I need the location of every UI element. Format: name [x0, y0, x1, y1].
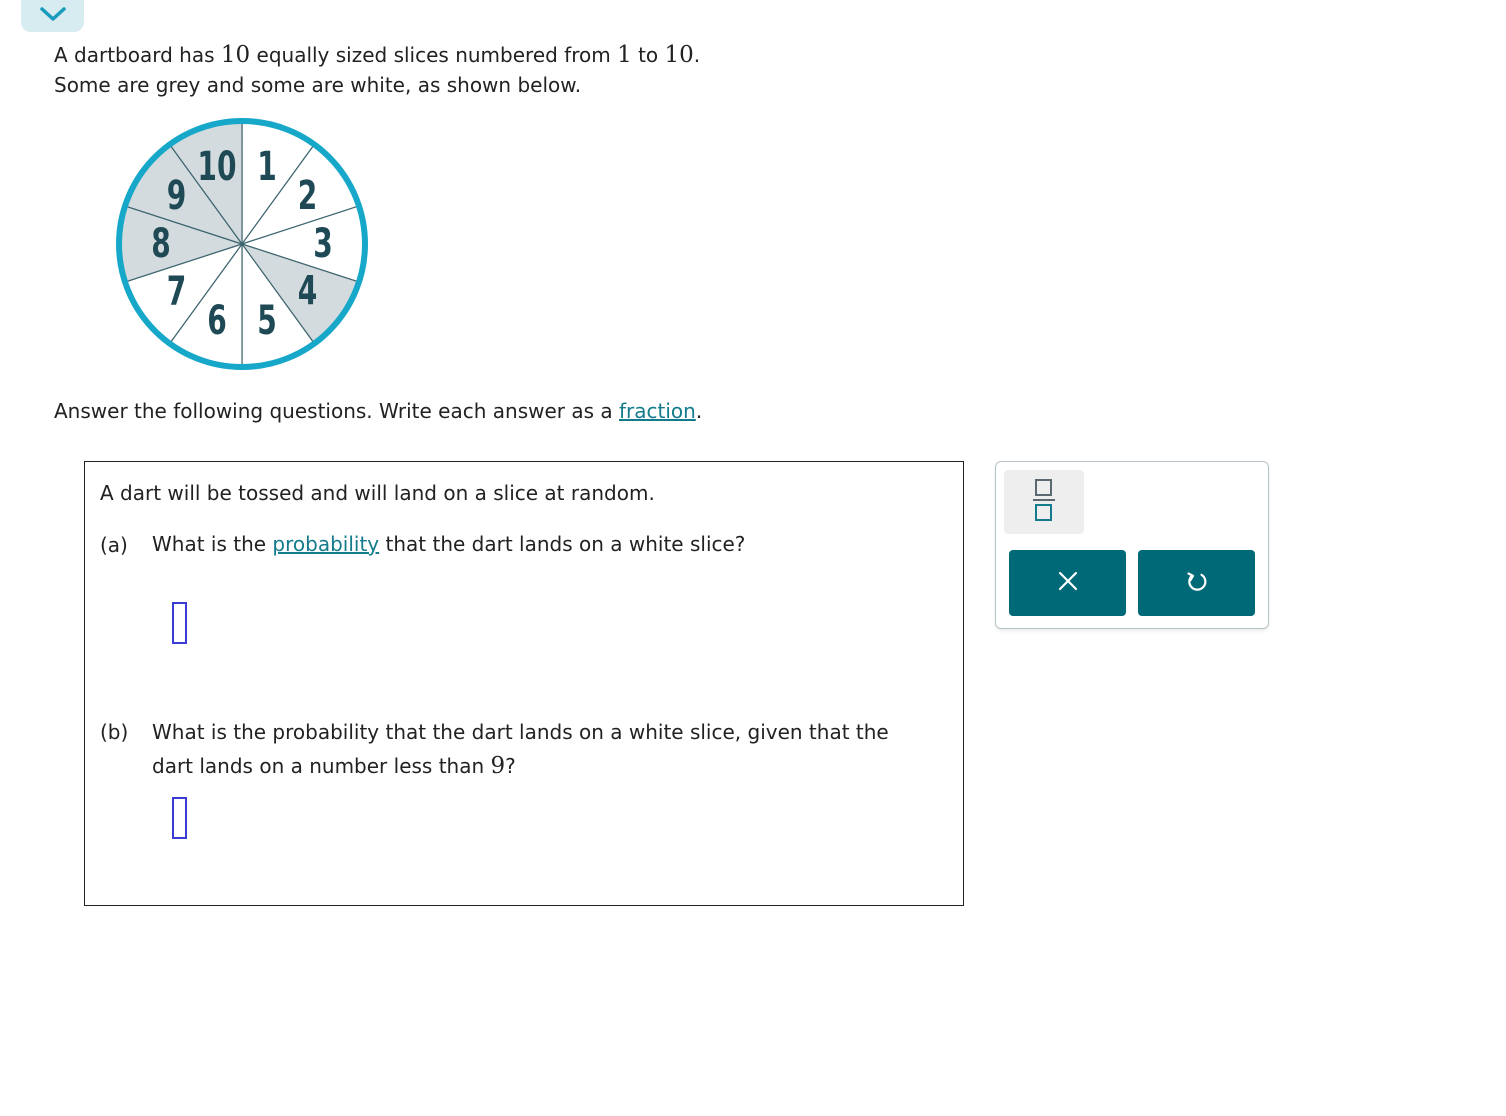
instructions-text: . — [695, 399, 703, 423]
clear-button[interactable] — [1009, 550, 1126, 616]
dartboard-number-9: 9 — [166, 173, 187, 220]
intro-text: A dartboard has — [54, 43, 221, 67]
dartboard-number-7: 7 — [166, 268, 187, 315]
question-box — [84, 461, 964, 906]
dartboard-number-8: 8 — [151, 221, 171, 267]
dartboard-number-3: 3 — [313, 221, 333, 267]
part-a-label: (a) — [100, 533, 128, 557]
math-number: 9 — [490, 753, 506, 779]
intro-line-2: Some are grey and some are white, as shown below. — [54, 73, 582, 97]
dartboard-number-1: 1 — [257, 144, 277, 190]
part-b-question-line-2 — [152, 749, 516, 783]
fraction-link[interactable]: fraction — [619, 399, 696, 423]
fraction-template-button[interactable] — [1004, 470, 1084, 534]
question-intro: A dart will be tossed and will land on a slice at random. — [100, 481, 655, 505]
part-b-answer-input[interactable] — [172, 797, 187, 839]
part-b-text: dart lands on a number less than — [152, 754, 491, 778]
intro-text: to — [631, 43, 665, 67]
part-a-answer-input[interactable] — [172, 602, 187, 644]
undo-button[interactable] — [1138, 550, 1255, 616]
part-a-question — [152, 527, 745, 561]
part-b-text: ? — [505, 754, 516, 778]
instructions — [54, 396, 702, 426]
part-a-text: What is the — [152, 532, 273, 556]
undo-icon — [1185, 569, 1209, 597]
intro-line-1 — [54, 40, 700, 70]
dartboard-figure — [110, 112, 374, 376]
close-icon — [1057, 570, 1079, 596]
collapse-toggle-button[interactable] — [21, 0, 84, 32]
part-a-text: that the dart lands on a white slice? — [379, 532, 746, 556]
chevron-down-icon — [39, 6, 67, 26]
dartboard-number-2: 2 — [297, 173, 318, 220]
fraction-template-icon — [1032, 478, 1056, 526]
answer-tools-panel — [995, 461, 1269, 629]
part-b-question-line-1: What is the probability that the dart lands on a white slice, given that the — [152, 720, 889, 744]
problem-intro — [54, 40, 700, 100]
math-number: 1 — [617, 42, 632, 68]
part-b-label: (b) — [100, 720, 129, 744]
intro-text: . — [693, 43, 701, 67]
dartboard-number-6: 6 — [207, 298, 227, 344]
intro-text: equally sized slices numbered from — [250, 43, 618, 67]
probability-link[interactable]: probability — [272, 532, 380, 556]
instructions-text: Answer the following questions. Write each answer as a — [54, 399, 619, 423]
math-number: 10 — [220, 42, 251, 68]
dartboard-number-4: 4 — [297, 268, 318, 315]
dartboard-number-10: 10 — [197, 144, 237, 190]
math-number: 10 — [664, 42, 694, 68]
dartboard-number-5: 5 — [257, 298, 277, 344]
